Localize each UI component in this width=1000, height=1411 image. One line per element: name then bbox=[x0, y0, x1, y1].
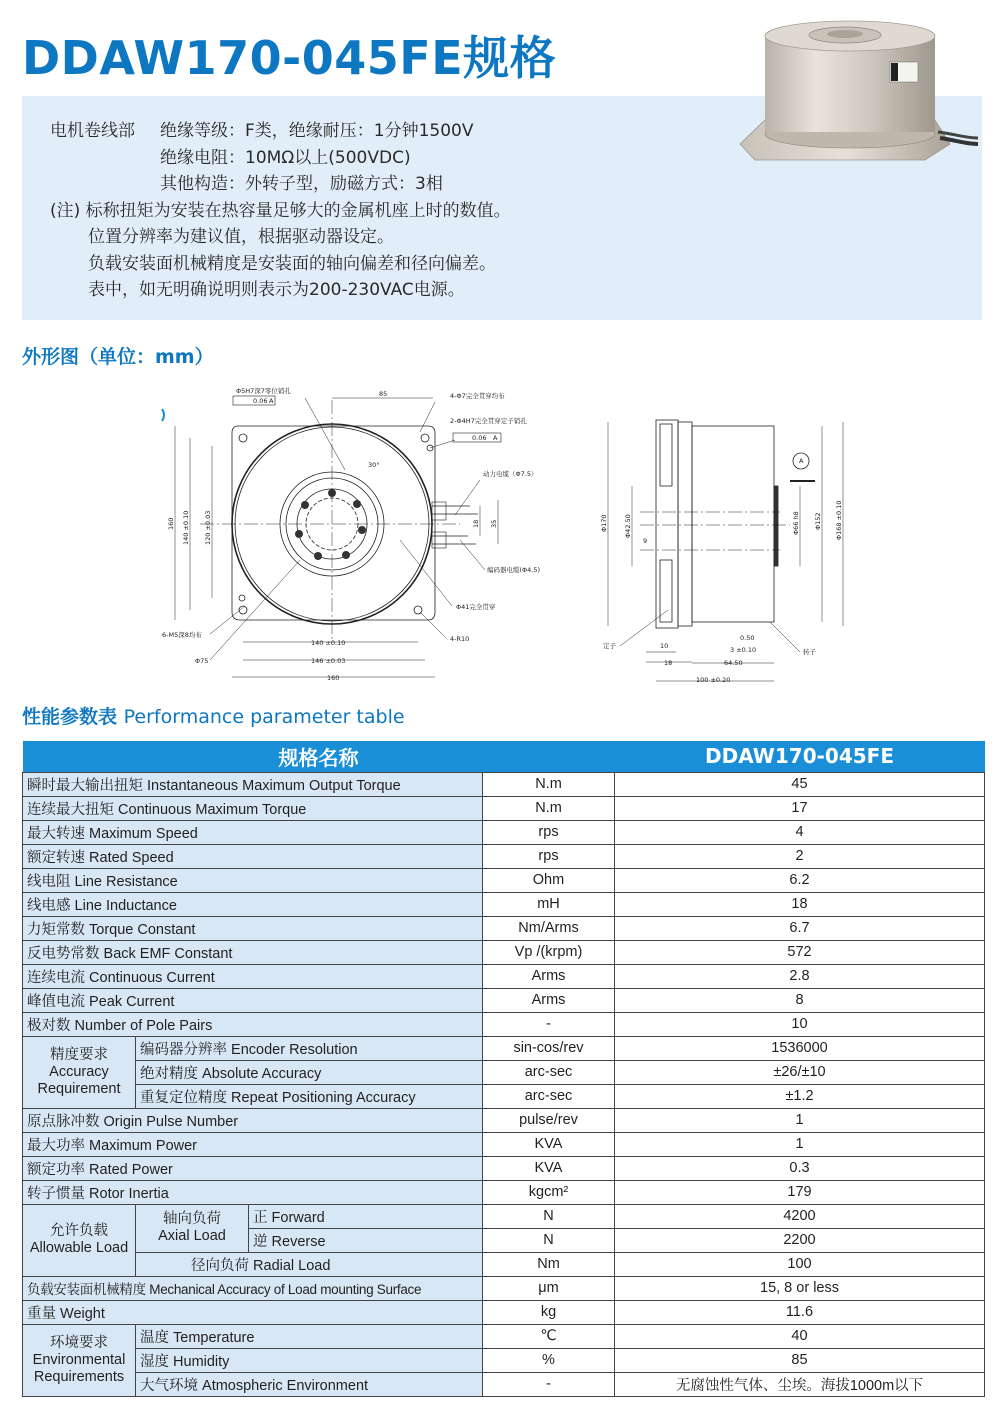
group-allowable-load bbox=[23, 1204, 136, 1276]
param-value: 15, 8 or less bbox=[615, 1276, 985, 1300]
param-unit: KVA bbox=[483, 1156, 615, 1180]
param-unit: Ohm bbox=[483, 868, 615, 892]
drawing-label: 动力电缆（Φ7.5） bbox=[483, 470, 538, 478]
drawing-label: 146 ±0.03 bbox=[311, 657, 346, 665]
bracket-mark bbox=[162, 409, 164, 421]
param-value: 8 bbox=[615, 988, 985, 1012]
subgroup-label-cn: 轴向负荷 bbox=[163, 1211, 221, 1227]
param-name: 最大转速 Maximum Speed bbox=[23, 820, 483, 844]
table-row bbox=[23, 796, 985, 820]
param-value: ±26/±10 bbox=[615, 1060, 985, 1084]
param-value: 1536000 bbox=[615, 1036, 985, 1060]
table-row bbox=[23, 1156, 985, 1180]
drawing-label: 18 bbox=[664, 659, 673, 667]
perf-title-en: Performance parameter table bbox=[123, 706, 405, 728]
table-row bbox=[23, 1324, 985, 1348]
spec-line: 绝缘电阻：10MΩ以上(500VDC) bbox=[160, 147, 411, 168]
drawing-label: Φ75 bbox=[195, 657, 209, 665]
param-value: 179 bbox=[615, 1180, 985, 1204]
drawing-label: 64.50 bbox=[724, 659, 743, 667]
param-unit: Nm/Arms bbox=[483, 916, 615, 940]
param-value: 无腐蚀性气体、尘埃。海拔1000m以下 bbox=[615, 1372, 985, 1396]
param-unit: Arms bbox=[483, 988, 615, 1012]
drawing-label: 9 bbox=[643, 537, 648, 545]
drawing-label: 160 bbox=[327, 674, 340, 682]
param-name: 瞬时最大输出扭矩 Instantaneous Maximum Output Torque bbox=[23, 772, 483, 796]
table-row bbox=[23, 1012, 985, 1036]
table-row bbox=[23, 1036, 985, 1060]
param-unit: arc-sec bbox=[483, 1060, 615, 1084]
param-name: 线电感 Line Inductance bbox=[23, 892, 483, 916]
header-spec-name: 规格名称 bbox=[23, 741, 615, 772]
note-line: 表中，如无明确说明则表示为200-230VAC电源。 bbox=[88, 280, 465, 300]
param-name: 连续电流 Continuous Current bbox=[23, 964, 483, 988]
drawing-label: Φ41完全贯穿 bbox=[456, 603, 496, 611]
table-row bbox=[23, 844, 985, 868]
note-label: (注) bbox=[50, 200, 81, 221]
table-row bbox=[23, 1348, 985, 1372]
performance-table bbox=[22, 741, 985, 1397]
drawing-label: 35 bbox=[490, 519, 498, 528]
drawing-label: 140 ±0.10 bbox=[182, 510, 190, 545]
table-row bbox=[23, 1252, 985, 1276]
drawing-label: 85 bbox=[379, 390, 388, 398]
spec-line: 绝缘等级：F类，绝缘耐压：1分钟1500V bbox=[160, 121, 474, 141]
page-title: DDAW170-045FE规格 bbox=[22, 31, 557, 85]
drawing-label: 120 ±0.03 bbox=[204, 510, 212, 545]
param-unit: pulse/rev bbox=[483, 1108, 615, 1132]
param-value: 1 bbox=[615, 1108, 985, 1132]
param-name: 径向负荷 Radial Load bbox=[136, 1252, 483, 1276]
table-row bbox=[23, 1108, 985, 1132]
param-value: 85 bbox=[615, 1348, 985, 1372]
corner-hole bbox=[239, 434, 247, 442]
table-row bbox=[23, 988, 985, 1012]
group-accuracy bbox=[23, 1036, 136, 1108]
table-row bbox=[23, 1132, 985, 1156]
param-name: 额定功率 Rated Power bbox=[23, 1156, 483, 1180]
drawing-label: 4-R10 bbox=[450, 635, 470, 643]
note-line: 负载安装面机械精度是安装面的轴向偏差和径向偏差。 bbox=[88, 253, 496, 274]
param-value: 10 bbox=[615, 1012, 985, 1036]
param-name: 温度 Temperature bbox=[136, 1324, 483, 1348]
param-unit: - bbox=[483, 1372, 615, 1396]
group-label-en: Allowable Load bbox=[29, 1240, 129, 1256]
param-unit: rps bbox=[483, 820, 615, 844]
drawing-label: 4-Φ7完全贯穿均布 bbox=[450, 392, 505, 400]
param-value: 100 bbox=[615, 1252, 985, 1276]
param-name: 逆 Reverse bbox=[249, 1228, 483, 1252]
note-line: 位置分辨率为建议值，根据驱动器设定。 bbox=[88, 227, 394, 247]
param-name: 编码器分辨率 Encoder Resolution bbox=[136, 1036, 483, 1060]
table-row bbox=[23, 1084, 985, 1108]
param-value: 18 bbox=[615, 892, 985, 916]
drawing-label: A bbox=[493, 434, 498, 442]
param-name: 极对数 Number of Pole Pairs bbox=[23, 1012, 483, 1036]
param-unit: N.m bbox=[483, 772, 615, 796]
drawing-label: 定子 bbox=[603, 642, 616, 650]
drawing-label: 160 bbox=[167, 517, 175, 530]
drawing-label: 编码器电缆(Φ4.5) bbox=[487, 566, 541, 574]
param-value: 572 bbox=[615, 940, 985, 964]
param-name: 大气环境 Atmospheric Environment bbox=[136, 1372, 483, 1396]
param-unit: kgcm² bbox=[483, 1180, 615, 1204]
param-unit: sin-cos/rev bbox=[483, 1036, 615, 1060]
param-unit: ℃ bbox=[483, 1324, 615, 1348]
param-unit: N.m bbox=[483, 796, 615, 820]
param-value: 40 bbox=[615, 1324, 985, 1348]
table-row bbox=[23, 1180, 985, 1204]
drawing-label: 2-Φ4H7完全贯穿定子销孔 bbox=[450, 417, 527, 425]
param-name: 线电阻 Line Resistance bbox=[23, 868, 483, 892]
drawing-label: 30° bbox=[368, 461, 380, 469]
param-unit: kg bbox=[483, 1300, 615, 1324]
perf-title-cn: 性能参数表 bbox=[22, 706, 118, 728]
param-value: 11.6 bbox=[615, 1300, 985, 1324]
param-unit: Arms bbox=[483, 964, 615, 988]
param-name: 额定转速 Rated Speed bbox=[23, 844, 483, 868]
drawing-label: 18 bbox=[472, 519, 480, 528]
param-value: 2.8 bbox=[615, 964, 985, 988]
header-model: DDAW170-045FE bbox=[615, 741, 985, 772]
group-label-en: Accuracy Requirement bbox=[37, 1063, 121, 1097]
drawing-label: Φ66 h8 bbox=[792, 511, 800, 535]
param-unit: - bbox=[483, 1012, 615, 1036]
table-row bbox=[23, 820, 985, 844]
param-unit: arc-sec bbox=[483, 1084, 615, 1108]
drawing-label: Φ152 bbox=[814, 512, 822, 530]
param-value: 2 bbox=[615, 844, 985, 868]
param-value: 17 bbox=[615, 796, 985, 820]
param-name: 重量 Weight bbox=[23, 1300, 483, 1324]
param-unit: % bbox=[483, 1348, 615, 1372]
group-environment bbox=[23, 1324, 136, 1396]
table-row bbox=[23, 1300, 985, 1324]
group-label: Environmental bbox=[32, 1351, 126, 1368]
stator-plate bbox=[656, 420, 678, 628]
param-name: 反电势常数 Back EMF Constant bbox=[23, 940, 483, 964]
param-unit: KVA bbox=[483, 1132, 615, 1156]
drawing-label: A bbox=[799, 457, 804, 465]
table-row bbox=[23, 1060, 985, 1084]
table-row bbox=[23, 892, 985, 916]
subgroup-axial-load bbox=[136, 1204, 249, 1252]
drawing-label: Φ5H7深7零位销孔 bbox=[236, 387, 291, 395]
param-unit: Vp /(krpm) bbox=[483, 940, 615, 964]
param-value: ±1.2 bbox=[615, 1084, 985, 1108]
param-value: 4 bbox=[615, 820, 985, 844]
table-row bbox=[23, 1276, 985, 1300]
group-label-cn: 精度要求 bbox=[50, 1046, 108, 1063]
drawing-label: 0.06 bbox=[472, 434, 487, 442]
drawing-label: 3 ±0.10 bbox=[730, 646, 757, 654]
subgroup-label-en: Axial Load bbox=[158, 1228, 226, 1244]
table-row bbox=[23, 964, 985, 988]
param-name: 正 Forward bbox=[249, 1204, 483, 1228]
rotor-body bbox=[692, 426, 774, 622]
drawing-label: Φ170 bbox=[600, 514, 608, 532]
param-value: 1 bbox=[615, 1132, 985, 1156]
param-name: 原点脉冲数 Origin Pulse Number bbox=[23, 1108, 483, 1132]
spec-line: 其他构造：外转子型，励磁方式：3相 bbox=[160, 174, 443, 194]
param-unit: Nm bbox=[483, 1252, 615, 1276]
group-label-cn: 允许负载 bbox=[50, 1223, 108, 1239]
param-name: 负载安装面机械精度 Mechanical Accuracy of Load mounting Surface bbox=[23, 1276, 483, 1300]
perf-title bbox=[22, 702, 405, 729]
group-label: Requirements bbox=[33, 1368, 125, 1385]
drawing-label: 0.06 bbox=[253, 397, 268, 405]
drawing-label: 转子 bbox=[803, 648, 816, 656]
param-name: 峰值电流 Peak Current bbox=[23, 988, 483, 1012]
param-name: 湿度 Humidity bbox=[136, 1348, 483, 1372]
param-name: 绝对精度 Absolute Accuracy bbox=[136, 1060, 483, 1084]
param-name: 最大功率 Maximum Power bbox=[23, 1132, 483, 1156]
param-value: 6.2 bbox=[615, 868, 985, 892]
param-unit: μm bbox=[483, 1276, 615, 1300]
corner-hole bbox=[421, 434, 429, 442]
param-name: 重复定位精度 Repeat Positioning Accuracy bbox=[136, 1084, 483, 1108]
param-value: 45 bbox=[615, 772, 985, 796]
product-photo bbox=[720, 12, 980, 172]
param-value: 2200 bbox=[615, 1228, 985, 1252]
table-row bbox=[23, 772, 985, 796]
param-unit: N bbox=[483, 1228, 615, 1252]
drawing-label: 10 bbox=[660, 642, 669, 650]
drawing-label: 100 ±0.20 bbox=[696, 676, 731, 684]
drawing-label: 6-M5深8均布 bbox=[162, 631, 202, 639]
param-unit: mH bbox=[483, 892, 615, 916]
drawing-label: 0.50 bbox=[740, 634, 755, 642]
param-value: 4200 bbox=[615, 1204, 985, 1228]
param-name: 转子惯量 Rotor Inertia bbox=[23, 1180, 483, 1204]
outline-drawing bbox=[150, 378, 850, 694]
table-row bbox=[23, 868, 985, 892]
group-label: 环境要求 bbox=[50, 1334, 108, 1351]
winding-label: 电机卷线部 bbox=[50, 121, 135, 141]
drawing-label: A bbox=[269, 397, 274, 405]
param-value: 6.7 bbox=[615, 916, 985, 940]
table-row bbox=[23, 940, 985, 964]
outline-title: 外形图（单位：mm） bbox=[22, 346, 214, 368]
table-row bbox=[23, 916, 985, 940]
note-line: 标称扭矩为安装在热容量足够大的金属机座上时的数值。 bbox=[85, 200, 511, 221]
param-name: 连续最大扭矩 Continuous Maximum Torque bbox=[23, 796, 483, 820]
table-row bbox=[23, 1372, 985, 1396]
param-value: 0.3 bbox=[615, 1156, 985, 1180]
table-row bbox=[23, 1204, 985, 1228]
drawing-label: 140 ±0.10 bbox=[311, 639, 346, 647]
drawing-label: Φ42.50 bbox=[624, 514, 632, 538]
param-unit: N bbox=[483, 1204, 615, 1228]
param-name: 力矩常数 Torque Constant bbox=[23, 916, 483, 940]
param-unit: rps bbox=[483, 844, 615, 868]
drawing-label: Φ168 ±0.10 bbox=[835, 500, 843, 540]
